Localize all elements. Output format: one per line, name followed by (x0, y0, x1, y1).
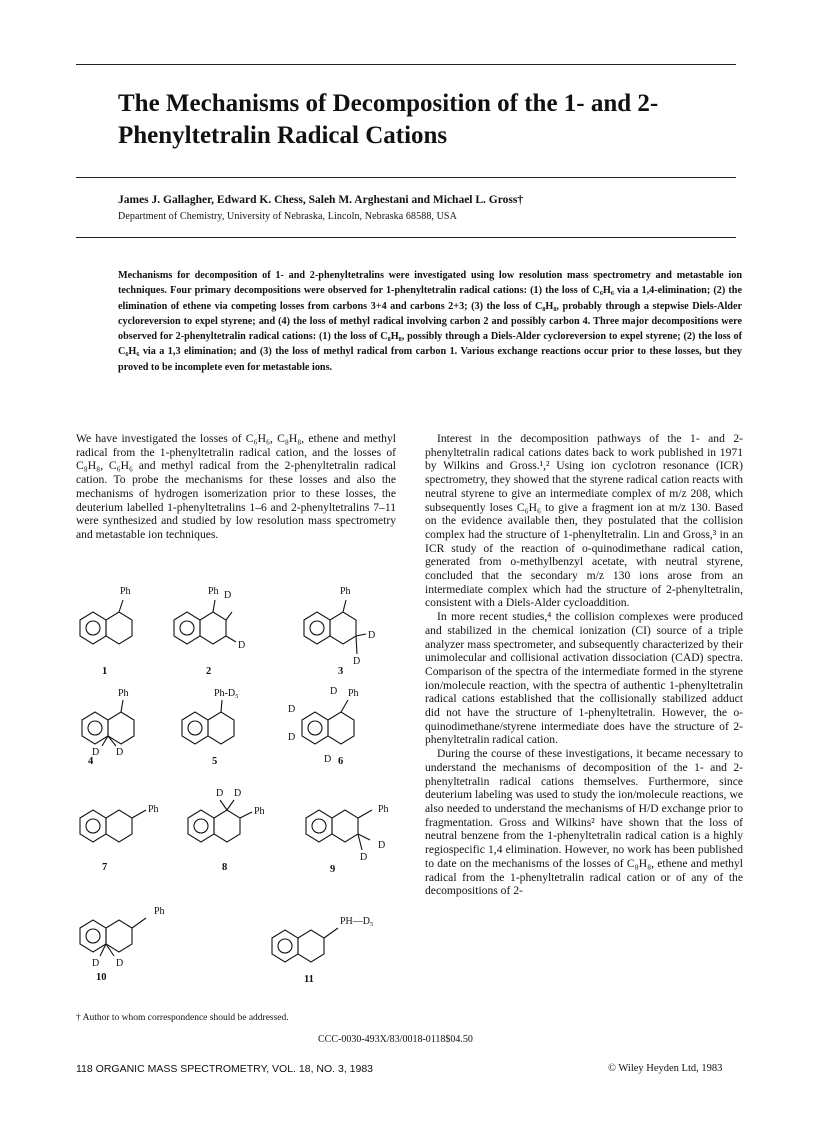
structure-4 (82, 700, 134, 746)
structure-6 (302, 700, 354, 744)
left-column-text: We have investigated the losses of C₆H₆, C₈H₈, ethene and methyl radical from the 1-phenyltetralin radical cation, and the losses of C₈H₈, C₆H₆ and methyl radical from the 2-phenyltetralin radical cation. To probe the mechanisms for these losses and also the mechanisms of hydrogen isomerization prior to these losses, the deuterium labelled 1-phenyltetralins 1–6 and 2-phenyltetralins 7–11 were synthesized and studied by low resolution mass spectrometry and metastable ion techniques. (76, 432, 396, 541)
structure-10 (80, 918, 146, 956)
structure-6-label-2: Ph (348, 688, 359, 699)
footer-publisher: © Wiley Heyden Ltd, 1983 (608, 1063, 723, 1074)
structure-4-label-1: Ph (118, 688, 129, 699)
structure-6-label-3: D (288, 704, 296, 715)
structure-7 (80, 810, 146, 842)
structure-9-label-3: D (360, 852, 368, 863)
abstract: Mechanisms for decomposition of 1- and 2-phenyltetralins were investigated using low resolution mass spectrometry and metastable ion techniques. Four primary decompositions were observed for 1-phenyltetralin radical cations: (1) the loss of C₆H₆ via a 1,4-elimination; (2) the elimination of ethene via competing losses from carbons 3+4 and carbons 2+3; (3) the loss of C₈H₈, probably through a stepwise Diels-Alder cycloreversion to expel styrene; and (4) the loss of methyl radical involving carbon 2 and possibly carbon 4. Three major decompositions were observed for 2-phenyltetralin radical cations: (1) the loss of C₈H₈, possibly through a Diels-Alder cycloreversion to expel styrene; (2) the loss of C₆H₆ via a 1,3 elimination; and (3) the loss of methyl radical from carbon 1. Various exchange reactions occur prior to these losses, but they proved to be incomplete even for metastable ions. (118, 270, 742, 373)
compound-number-9: 9 (330, 864, 336, 875)
structure-8-label-2: D (234, 788, 242, 799)
title-rule (76, 177, 736, 178)
structure-9-label-2: D (378, 840, 386, 851)
compound-number-10: 10 (96, 972, 107, 983)
structure-2-label-3: D (238, 640, 246, 651)
structure-9-label-1: Ph (378, 804, 389, 815)
compound-number-6: 6 (338, 756, 344, 767)
top-rule (76, 64, 736, 65)
structure-8-label-1: D (216, 788, 224, 799)
right-column-paragraph-2: In more recent studies,⁴ the collision complexes were produced and stabilized in the chemical ionization (CI) source of a triple analyzer mass spectrometer, and subsequently characterized by their unimolecular and collisional activation dissociation (CAD) spectra. Comparison of the spectra of the intermediate formed in the styrene ion/molecule reaction, with the spectra of authentic 1-phenyltetralin radical cations established that the collisionally stabilized adduct did not have the structure of 1-phenyltetralin. However, the o-quinodimethane/styrene intermediate does have the structure of 2-phenyltetralin radical cation. (425, 610, 743, 747)
affiliation-rule (76, 237, 736, 238)
structure-2 (174, 600, 236, 644)
structure-10-label-2: D (92, 958, 100, 969)
authors: James J. Gallagher, Edward K. Chess, Saleh M. Arghestani and Michael L. Gross† (118, 194, 524, 206)
structure-3-label-1: Ph (340, 586, 351, 597)
structure-4-label-3: D (116, 747, 124, 758)
right-column-paragraph-1: Interest in the decomposition pathways of the 1- and 2-phenyltetralin radical cations dates back to work published in 1971 by Wilkins and Gross.¹,² Using ion cyclotron resonance (ICR) spectrometry, they showed that the styrene radical cation reacts with neutral styrene to give an intermediate complex of m/z 208, which subsequently loses C₆H₆ to give a fragment ion at m/z 130. Based on the evidence available then, they postulated that the collision complex had the structure of 1-phenyltetralin. Lin and Gross,³ in an ICR study of the reaction of o-quinodimethane radical cation, generated from o-methylbenzyl acetate, with neutral styrene, concluded that the secondary m/z 130 ions arose from an intermediate complex which had the structure of 2-phenyltetralin, consistent with a Diels-Alder cycloaddition. (425, 432, 743, 610)
affiliation: Department of Chemistry, University of Nebraska, Lincoln, Nebraska 68588, USA (118, 211, 457, 222)
structure-3 (304, 600, 366, 654)
structure-10-label-1: Ph (154, 906, 165, 917)
structure-8 (188, 800, 252, 842)
compound-number-11: 11 (304, 974, 314, 985)
compound-number-8: 8 (222, 862, 228, 873)
structure-6-label-1: D (330, 686, 338, 697)
compound-number-5: 5 (212, 756, 218, 767)
structure-8-label-3: Ph (254, 806, 265, 817)
structure-10-label-3: D (116, 958, 124, 969)
compound-number-2: 2 (206, 666, 212, 677)
structure-5 (182, 700, 234, 744)
structure-1 (80, 600, 132, 644)
right-column (425, 432, 743, 898)
structure-6-label-5: D (324, 754, 332, 765)
right-column-paragraph-3: During the course of these investigations, it became necessary to understand the mechanisms of decomposition of the 1- and 2-phenyltetralin radical cations themselves. Furthermore, since deuterium labeling was used to study the ion/molecule reactions, we also needed to understand the mechanisms of H/D exchange prior to fragmentation. Gross and Wilkins² have shown that the loss of neutral benzene from the 1-phenyltetralin radical cation is a highly regiospecific 1,4 elimination. However, no work has been published to date on the mechanisms of the losses of C₈H₈, ethene and methyl radical from the 1-phenyltetralin radical cation or of any of the decompositions of 2- (425, 747, 743, 898)
structure-11-label-1: PH—D₅ (340, 916, 374, 927)
structure-4-label-2: D (92, 747, 100, 758)
footer-journal: 118 ORGANIC MASS SPECTROMETRY, VOL. 18, NO. 3, 1983 (76, 1063, 374, 1075)
compound-number-3: 3 (338, 666, 344, 677)
structures-figure (76, 578, 406, 1003)
compound-number-7: 7 (102, 862, 108, 873)
article-title: The Mechanisms of Decomposition of the 1- and 2-Phenyltetralin Radical Cations (118, 90, 659, 149)
compound-number-4: 4 (88, 756, 94, 767)
structure-3-label-3: D (353, 656, 361, 667)
structure-2-label-2: D (224, 590, 232, 601)
structure-7-label-1: Ph (148, 804, 159, 815)
compound-number-1: 1 (102, 666, 108, 677)
footnote: † Author to whom correspondence should be addressed. (76, 1013, 289, 1023)
structure-9 (306, 810, 372, 850)
copyright-code: CCC-0030-493X/83/0018-0118$04.50 (318, 1034, 473, 1045)
structure-3-label-2: D (368, 630, 376, 641)
structure-5-label-1: Ph-D₅ (214, 688, 239, 699)
structure-11 (272, 928, 338, 962)
structure-2-label-1: Ph (208, 586, 219, 597)
structure-1-label-1: Ph (120, 586, 131, 597)
structure-6-label-4: D (288, 732, 296, 743)
